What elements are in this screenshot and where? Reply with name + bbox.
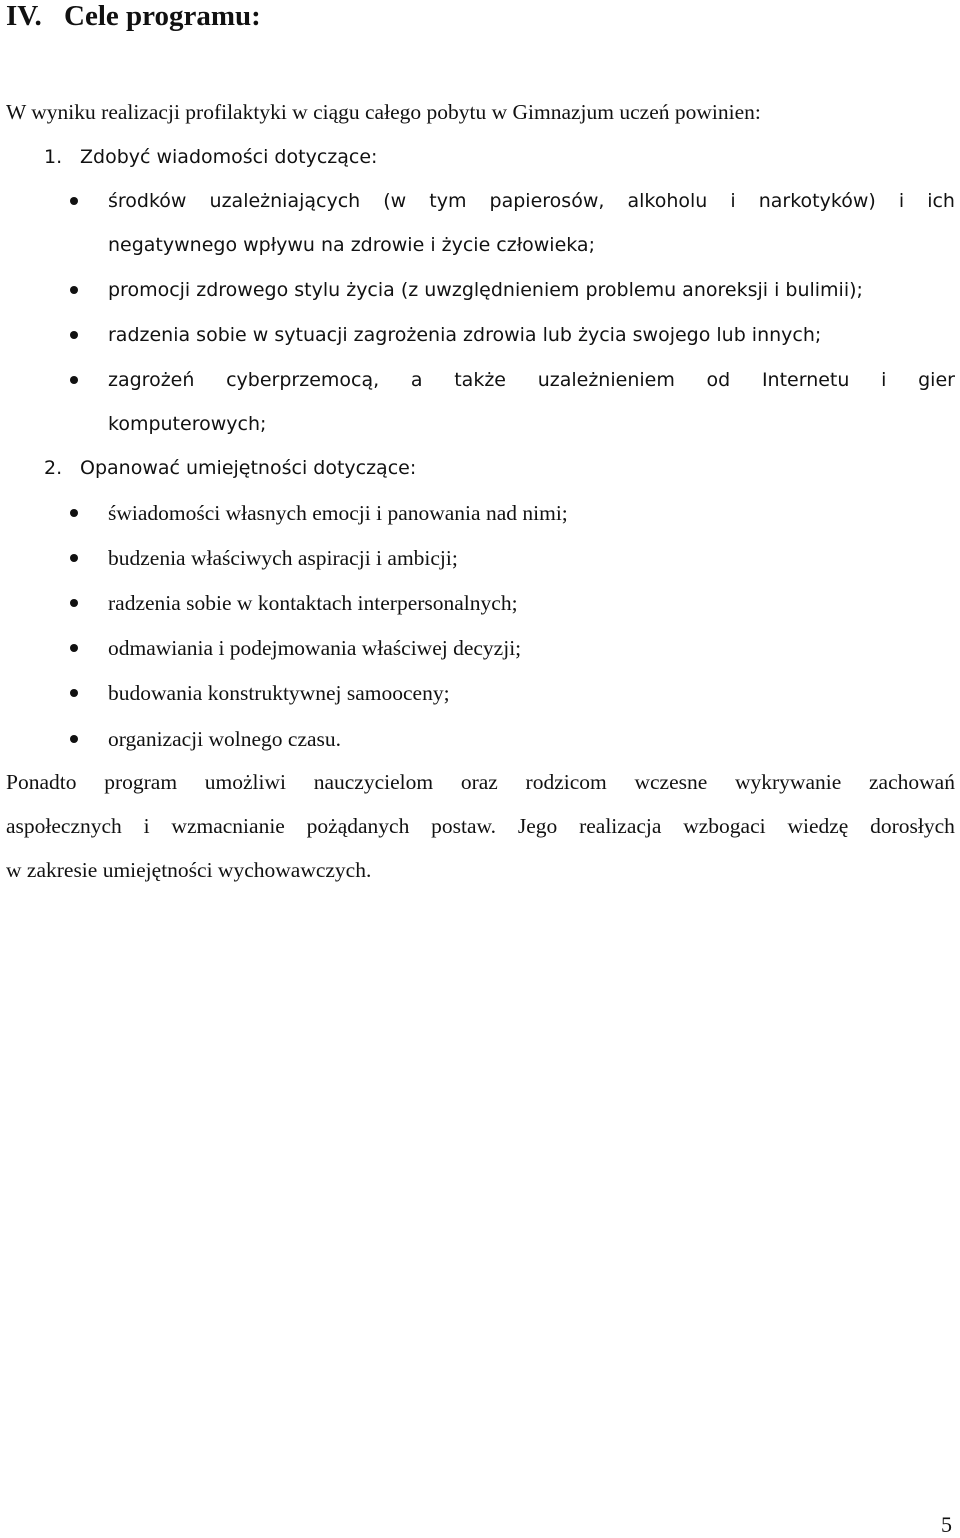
bullet-icon — [70, 376, 78, 384]
goal-1-item-4-line-1 — [108, 367, 955, 393]
word: i — [898, 190, 905, 212]
goal-1-item-1-line-1 — [108, 188, 955, 214]
goal-2-item-2: budzenia właściwych aspiracji i ambicji; — [108, 546, 458, 570]
bullet-icon — [70, 554, 78, 562]
bullet-icon — [70, 286, 78, 294]
word: oraz — [460, 770, 498, 794]
word: aspołecznych — [6, 814, 122, 838]
word: (w — [383, 190, 407, 212]
section-heading — [6, 0, 261, 33]
bullet-icon — [70, 331, 78, 339]
section-number: IV. — [6, 0, 42, 32]
goal-1-item-1-line-2: negatywnego wpływu na zdrowie i życie człowieka; — [108, 234, 595, 256]
word: cyberprzemocą, — [226, 369, 380, 391]
goal-2-item-6: organizacji wolnego czasu. — [108, 727, 342, 751]
word: uzależniających — [209, 190, 361, 212]
word: realizacja — [579, 814, 662, 838]
word: zagrożeń — [108, 369, 195, 391]
goal-2-item-4: odmawiania i podejmowania właściwej decyzji; — [108, 636, 522, 660]
word: Jego — [517, 814, 558, 838]
intro-paragraph: W wyniku realizacji profilaktyki w ciągu całego pobytu w Gimnazjum uczeń powinien: — [6, 100, 761, 124]
word: i — [143, 814, 150, 838]
word: rodzicom — [525, 770, 607, 794]
word: wzmacnianie — [171, 814, 285, 838]
word: gier — [918, 369, 955, 391]
word: i — [730, 190, 736, 212]
goal-1-item-2: promocji zdrowego stylu życia (z uwzględnieniem problemu anoreksji i bulimii); — [108, 279, 863, 301]
goal-2-heading — [44, 455, 416, 481]
word: papierosów, — [489, 190, 605, 212]
word: wczesne — [634, 770, 708, 794]
goal-1-number: 1. — [44, 146, 63, 168]
goal-1-title: Zdobyć wiadomości dotyczące: — [80, 146, 378, 168]
goal-2-item-3: radzenia sobie w kontaktach interpersonalnych; — [108, 591, 518, 615]
word: i — [881, 369, 887, 391]
goal-2-item-5: budowania konstruktywnej samooceny; — [108, 681, 450, 705]
closing-paragraph-line-1 — [6, 769, 955, 795]
word: Ponadto — [6, 770, 77, 794]
word: wiedzę — [787, 814, 849, 838]
word: ich — [927, 190, 955, 212]
closing-paragraph-line-2 — [6, 813, 955, 839]
word: zachowań — [869, 770, 955, 794]
word: wzbogaci — [683, 814, 766, 838]
bullet-icon — [70, 689, 78, 697]
word: narkotyków) — [758, 190, 876, 212]
bullet-icon — [70, 197, 78, 205]
word: a — [410, 369, 423, 391]
word: Internetu — [761, 369, 850, 391]
goal-1-item-4-line-2: komputerowych; — [108, 413, 267, 435]
word: program — [104, 770, 178, 794]
word: alkoholu — [627, 190, 708, 212]
word: umożliwi — [204, 770, 286, 794]
goal-2-item-1: świadomości własnych emocji i panowania nad nimi; — [108, 501, 568, 525]
word: środków — [108, 190, 187, 212]
bullet-icon — [70, 644, 78, 652]
closing-paragraph-line-3: w zakresie umiejętności wychowawczych. — [6, 858, 372, 882]
goal-2-number: 2. — [44, 457, 63, 479]
bullet-icon — [70, 509, 78, 517]
bullet-icon — [70, 599, 78, 607]
word: od — [706, 369, 731, 391]
goal-1-item-3: radzenia sobie w sytuacji zagrożenia zdrowia lub życia swojego lub innych; — [108, 324, 822, 346]
word: wykrywanie — [735, 770, 842, 794]
word: postaw. — [431, 814, 497, 838]
word: dorosłych — [870, 814, 955, 838]
goal-1-heading — [44, 144, 377, 170]
word: tym — [429, 190, 467, 212]
page-number: 5 — [941, 1512, 952, 1537]
word: także — [454, 369, 506, 391]
goal-2-title: Opanować umiejętności dotyczące: — [80, 457, 417, 479]
word: pożądanych — [306, 814, 410, 838]
word: nauczycielom — [313, 770, 434, 794]
section-title: Cele programu: — [64, 0, 261, 32]
word: uzależnieniem — [537, 369, 675, 391]
bullet-icon — [70, 735, 78, 743]
